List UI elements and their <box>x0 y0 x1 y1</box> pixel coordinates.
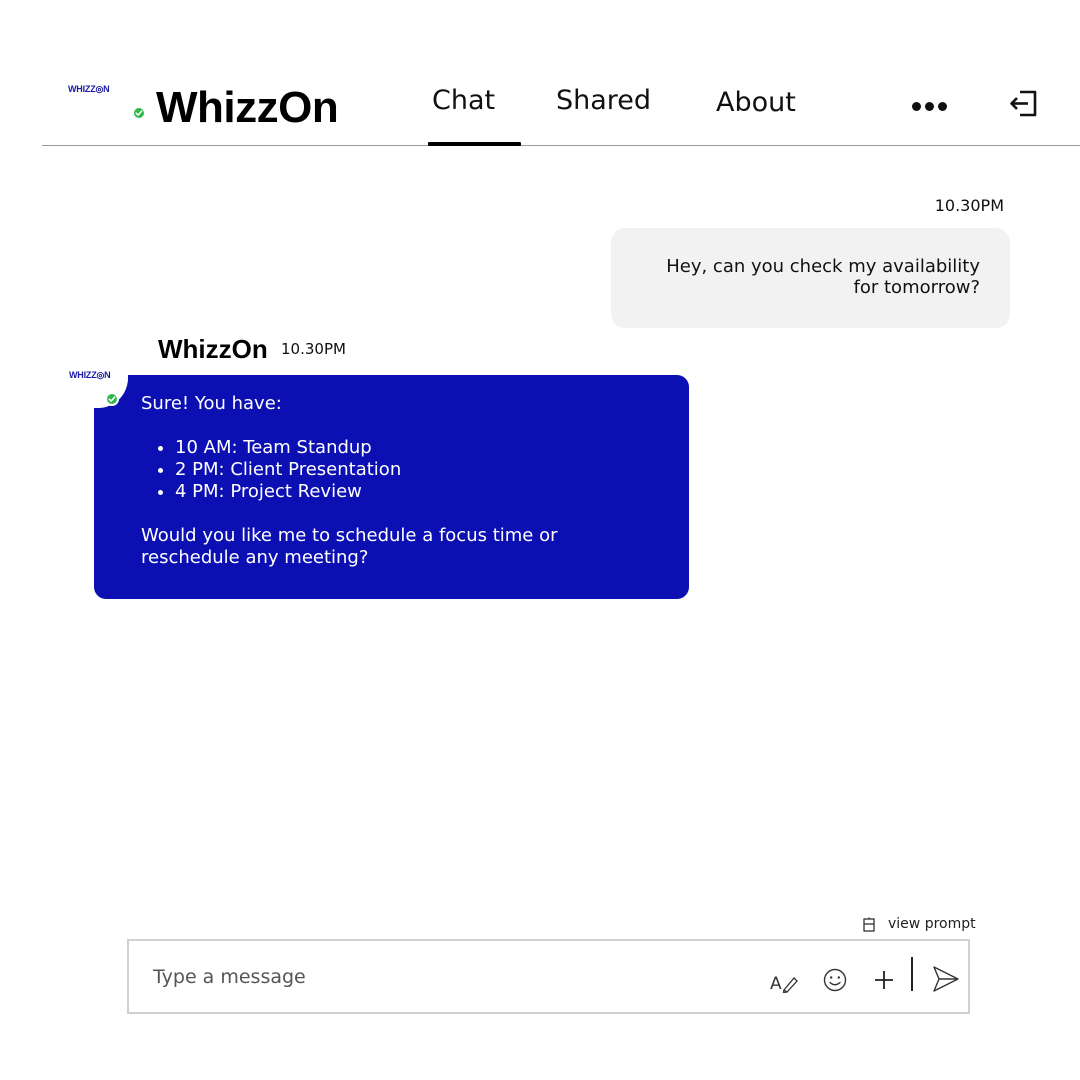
tab-chat[interactable]: Chat <box>432 85 496 116</box>
message-timestamp: 10.30PM <box>934 196 1004 215</box>
message-composer <box>127 939 970 1014</box>
bot-sender-name: WhizzOn <box>158 334 268 364</box>
bot-avatar <box>60 360 128 408</box>
sign-out-icon[interactable] <box>1006 86 1042 120</box>
app-logo <box>68 84 128 124</box>
more-options-icon[interactable] <box>910 96 950 116</box>
schedule-list <box>141 437 659 503</box>
list-item: • 10 AM: Team Standup <box>175 437 659 459</box>
prompt-icon <box>862 917 876 933</box>
plus-icon[interactable] <box>872 968 896 992</box>
online-status-icon <box>105 392 119 406</box>
online-status-icon <box>132 106 146 120</box>
logo-text: WHIZZ◎N <box>69 370 111 380</box>
send-icon[interactable] <box>931 964 961 994</box>
logo-text: WHIZZ◎N <box>68 84 110 94</box>
message-timestamp: 10.30PM <box>281 340 346 358</box>
view-prompt-label: view prompt <box>888 916 976 932</box>
active-tab-indicator <box>428 142 521 146</box>
bot-message-bubble <box>94 375 689 599</box>
user-message-bubble: Hey, can you check my availability for tomorrow? <box>611 228 1010 328</box>
bot-message-intro: Sure! You have: <box>141 393 282 414</box>
svg-text:A: A <box>770 974 782 993</box>
format-icon[interactable] <box>769 967 801 993</box>
app-title: WhizzOn <box>156 83 339 132</box>
emoji-icon[interactable] <box>822 967 848 993</box>
tab-shared[interactable]: Shared <box>556 85 652 116</box>
chat-header <box>42 60 1080 146</box>
composer-divider <box>911 957 913 991</box>
bot-message-closing: Would you like me to schedule a focus time or reschedule any meeting? <box>141 525 558 568</box>
tab-about[interactable]: About <box>716 87 796 118</box>
message-input[interactable] <box>151 959 711 995</box>
list-item: • 4 PM: Project Review <box>175 481 659 503</box>
list-item: • 2 PM: Client Presentation <box>175 459 659 481</box>
